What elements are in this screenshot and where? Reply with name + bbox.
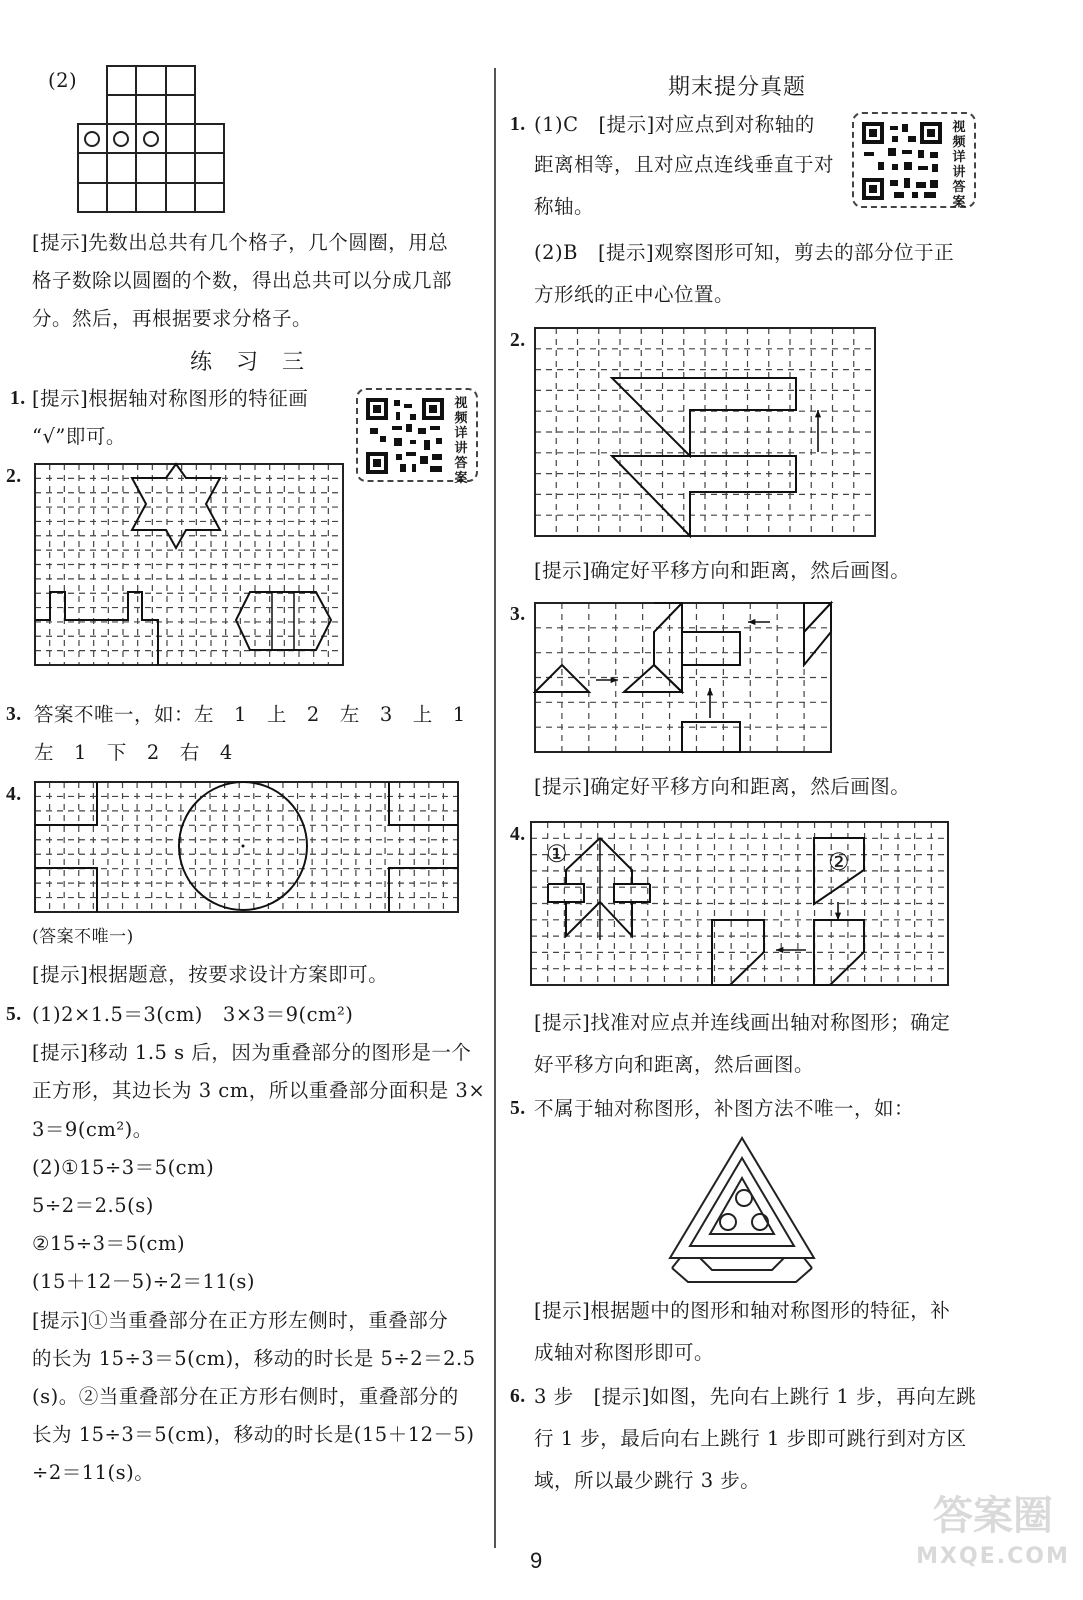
q2-hint-line: 格子数除以圆圈的个数，得出总共可以分成几部 [32,269,453,292]
problem-number: 5. [6,1004,22,1025]
r-p6-line: 行 1 步，最后向右上跳行 1 步即可跳行到对方区 [534,1427,967,1450]
r-p1-line: 距离相等，且对应点连线垂直于对 [534,153,835,176]
problem-number: 5. [510,1098,526,1119]
q2-hint-line: 分。然后，再根据要求分格子。 [32,307,313,330]
p5-line: 3＝9(cm²)。 [32,1117,153,1141]
problem-number: 2. [6,466,22,487]
r-p5-hint: 成轴对称图形即可。 [534,1341,715,1364]
problem-number: 3. [510,604,526,625]
r-p1-line: (2)B [提示]观察图形可知，剪去的部分位于正 [534,241,955,264]
problem-number: 4. [6,784,22,805]
p5-line: (1)2×1.5＝3(cm) 3×3＝9(cm²) [32,1003,354,1026]
r-p6-line: 3 步 [提示]如图，先向右上跳行 1 步，再向左跳 [534,1385,977,1408]
r-p1-line: 称轴。 [534,195,595,218]
p3-line: 答案不唯一，如：左 1 上 2 左 3 上 1 [34,703,466,726]
mark-two: ② [828,848,850,876]
qr-label: 视频详讲答案 [952,120,966,210]
r-p4-hint: [提示]找准对应点并连线画出轴对称图形；确定 [534,1011,951,1034]
r-p3-hint: [提示]确定好平移方向和距离，然后画图。 [534,775,911,798]
p5-line: ②15÷3＝5(cm) [32,1232,186,1256]
q2-label: (2) [48,69,78,92]
p5-line: ÷2＝11(s)。 [32,1461,155,1485]
r-p1-line: (1)C [提示]对应点到对称轴的 [534,113,815,136]
r-p6-line: 域，所以最少跳行 3 步。 [534,1469,761,1492]
qr-label: 视频详讲答案 [454,396,468,486]
p5-line: (s)。②当重叠部分在正方形右侧时，重叠部分的 [32,1385,459,1408]
p5-line: [提示]①当重叠部分在正方形左侧时，重叠部分 [32,1308,449,1332]
problem-number: 2. [510,330,526,351]
problem-number: 6. [510,1386,526,1407]
mark-one: ① [546,840,568,868]
p1-line: [提示]根据轴对称图形的特征画 [32,387,309,410]
problem-number: 3. [6,704,22,725]
problem-number: 4. [510,824,526,845]
r-p1-line: 方形纸的正中心位置。 [534,283,735,306]
p5-line: (15＋12－5)÷2＝11(s) [32,1270,256,1294]
p5-line: 5÷2＝2.5(s) [32,1194,154,1217]
r-p5-line: 不属于轴对称图形，补图方法不唯一，如： [534,1097,915,1120]
p1-line: “√”即可。 [32,425,126,448]
p4-note: (答案不唯一) [32,927,134,947]
watermark-logo [913,1490,1073,1590]
r-p4-hint: 好平移方向和距离，然后画图。 [534,1053,815,1076]
p5-line: 的长为 15÷3＝5(cm)，移动的时长是 5÷2＝2.5 [32,1346,476,1370]
p3-line: 左 1 下 2 右 4 [34,741,233,764]
p5-line: [提示]移动 1.5 s 后，因为重叠部分的图形是一个 [32,1041,472,1065]
p4-hint: [提示]根据题意，按要求设计方案即可。 [32,963,389,986]
p5-line: 正方形，其边长为 3 cm，所以重叠部分面积是 3× [32,1079,486,1103]
problem-number: 1. [510,114,526,135]
watermark-url: MXQE.COM [916,1544,1070,1569]
r-p5-hint: [提示]根据题中的图形和轴对称图形的特征，补 [534,1299,951,1322]
q2-hint-line: [提示]先数出总共有几个格子，几个圆圈，用总 [32,231,449,254]
section-title-final: 期末提分真题 [668,75,807,100]
problem-number: 1. [10,388,26,409]
page-number: 9 [530,1548,543,1573]
watermark-text: 答案圈 [933,1493,1053,1539]
p5-line: 长为 15÷3＝5(cm)，移动的时长是(15＋12－5) [32,1423,475,1447]
p5-line: (2)①15÷3＝5(cm) [32,1155,215,1179]
r-p2-hint: [提示]确定好平移方向和距离，然后画图。 [534,559,911,582]
section-title-practice: 练 习 三 [190,350,306,375]
